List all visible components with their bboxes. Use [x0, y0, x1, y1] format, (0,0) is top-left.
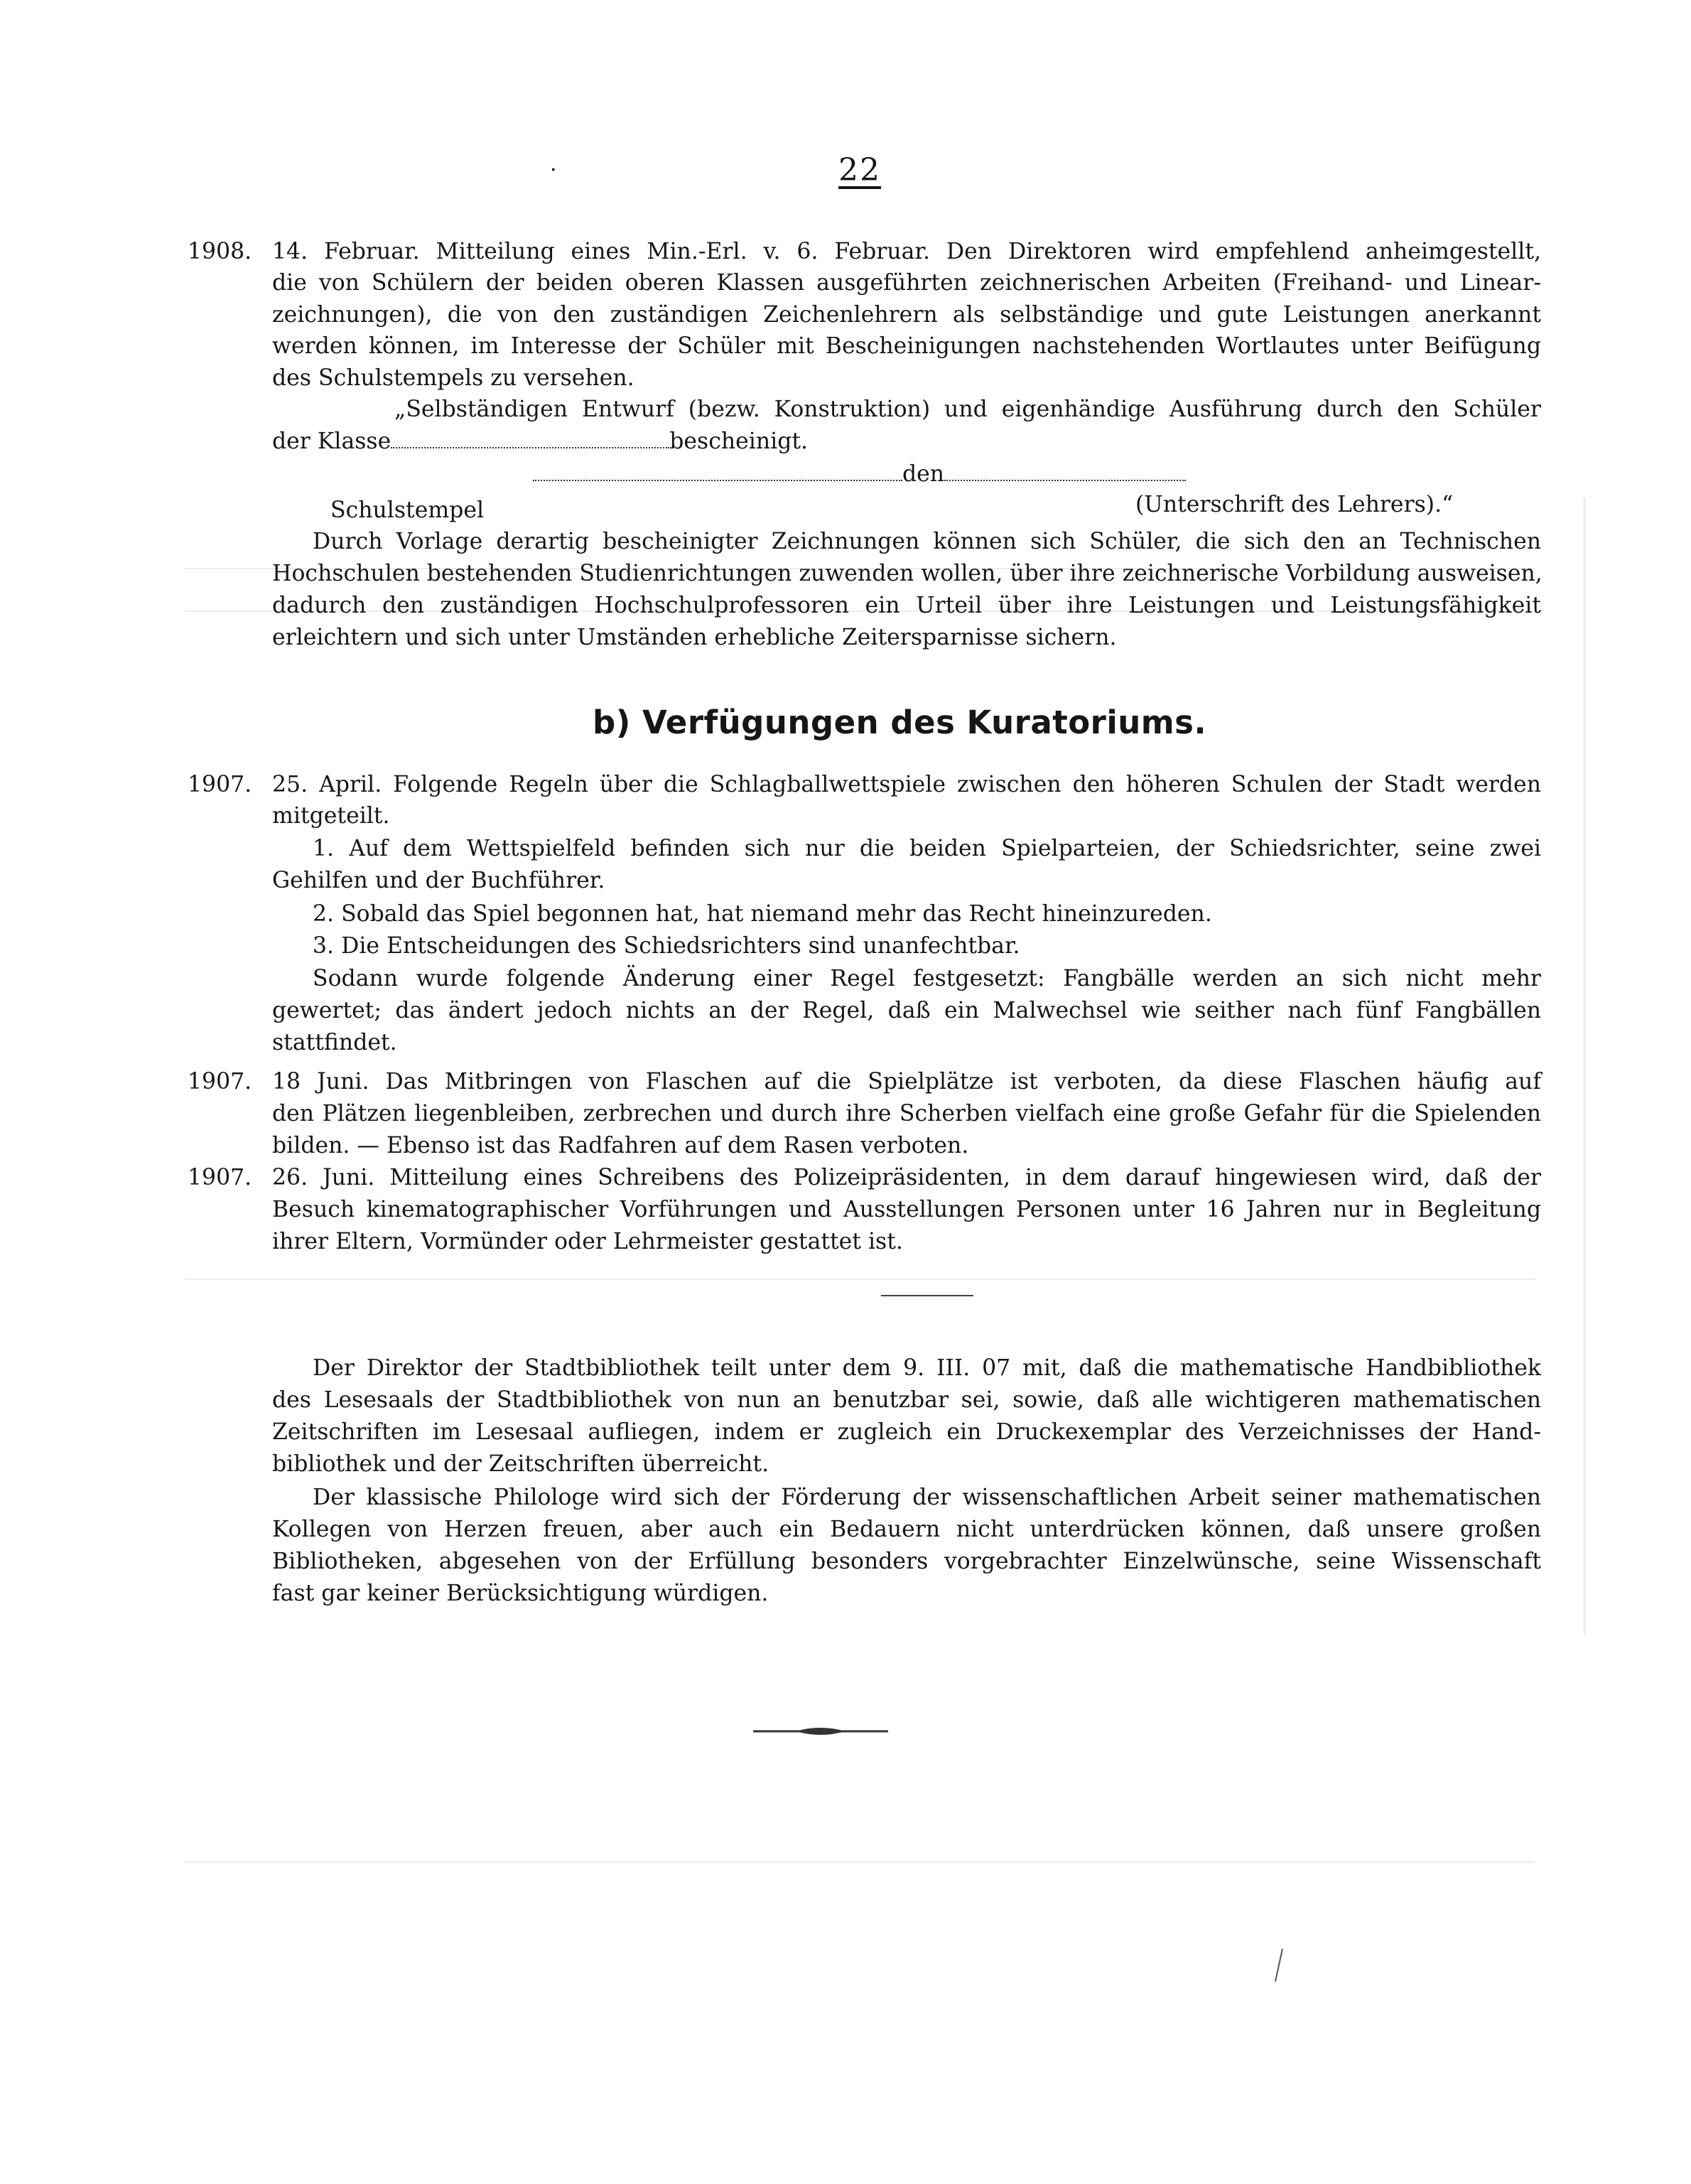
- form-blank: [533, 480, 902, 481]
- form-signature: (Unterschrift des Lehrers).“: [1135, 492, 1454, 517]
- entry-year: 1907.: [188, 1165, 252, 1190]
- form-line: „Selbständigen Entwurf (bezw. Konstruktion) und eigenhändige Ausführung durch den Schüler: [394, 397, 1541, 422]
- text-line: 25. April. Folgende Regeln über die Schlagballwettspiele zwischen den höheren Schulen der Stadt werden: [272, 772, 1541, 797]
- text-line: des Schulstempels zu versehen.: [272, 365, 634, 391]
- text-line: erleichtern und sich unter Umständen erhebliche Zeitersparnisse sichern.: [272, 625, 1117, 650]
- text-line: Zeitschriften im Lesesaal aufliegen, indem er zugleich ein Druckexemplar des Verzeichnisses der Hand-: [272, 1419, 1541, 1445]
- text-line: bilden. — Ebenso ist das Radfahren auf dem Rasen verboten.: [272, 1133, 969, 1158]
- text-line: Der klassische Philologe wird sich der Förderung der wissenschaftlichen Arbeit seiner mathematischen: [313, 1485, 1541, 1510]
- rule-line: 1. Auf dem Wettspielfeld befinden sich nur die beiden Spielparteien, der Schiedsrichter, seine zwei: [313, 836, 1541, 861]
- section-heading: b) Verfügungen des Kuratoriums.: [593, 704, 1207, 741]
- form-den: den: [902, 461, 945, 487]
- rule-line: 3. Die Entscheidungen des Schiedsrichters sind unanfechtbar.: [313, 933, 1020, 959]
- rule-line: Gehilfen und der Buchführer.: [272, 868, 605, 893]
- entry-year: 1908.: [188, 239, 252, 264]
- text-line: Kollegen von Herzen freuen, aber auch ein Bedauern nicht unterdrücken können, daß unsere großen: [272, 1517, 1541, 1542]
- text-line: bibliothek und der Zeitschriften überreicht.: [272, 1451, 769, 1477]
- text-line: fast gar keiner Berücksichtigung würdigen.: [272, 1581, 769, 1606]
- form-stamp: Schulstempel: [330, 497, 485, 523]
- rule-line: 2. Sobald das Spiel begonnen hat, hat niemand mehr das Recht hineinzureden.: [313, 901, 1212, 927]
- form-klasse-line: [272, 426, 808, 457]
- text-line: werden können, im Interesse der Schüler mit Bescheinigungen nachstehenden Wortlautes unter Beifügung: [272, 333, 1541, 359]
- page-number: 22: [838, 152, 881, 188]
- entry-year: 1907.: [188, 1069, 252, 1094]
- text-line: Bibliotheken, abgesehen von der Erfüllung besonders vorgebrachter Einzelwünsche, seine Wissenschaft: [272, 1549, 1541, 1574]
- text-line: stattfindet.: [272, 1030, 397, 1055]
- form-klasse-suffix: bescheinigt.: [669, 429, 809, 454]
- entry-year: 1907.: [188, 772, 252, 797]
- stray-mark: [1272, 1947, 1286, 1983]
- closing-ornament: [753, 1726, 888, 1737]
- form-date-line: [533, 458, 1186, 490]
- text-line: Sodann wurde folgende Änderung einer Regel festgesetzt: Fangbälle werden an sich nicht mehr: [313, 966, 1541, 991]
- text-line: mitgeteilt.: [272, 803, 390, 829]
- separator-rule: [881, 1295, 973, 1296]
- text-line: des Lesesaals der Stadtbibliothek von nun an benutzbar sei, sowie, daß alle wichtigeren mathematischen: [272, 1387, 1541, 1413]
- text-line: ihrer Eltern, Vormünder oder Lehrmeister gestattet ist.: [272, 1229, 903, 1254]
- text-line: 14. Februar. Mitteilung eines Min.-Erl. v. 6. Februar. Den Direktoren wird empfehlend anheimgestellt,: [272, 239, 1541, 264]
- form-blank: [391, 447, 669, 448]
- text-line: Hochschulen bestehenden Studienrichtungen zuwenden wollen, über ihre zeichnerische Vorbildung ausweisen,: [272, 561, 1543, 586]
- form-blank: [944, 480, 1186, 481]
- text-line: Durch Vorlage derartig bescheinigter Zeichnungen können sich Schüler, die sich den an Technischen: [313, 529, 1541, 554]
- text-line: Besuch kinematographischer Vorführungen und Ausstellungen Personen unter 16 Jahren nur in Begleitung: [272, 1197, 1541, 1222]
- text-line: 18 Juni. Das Mitbringen von Flaschen auf die Spielplätze ist verboten, da diese Flaschen häufig auf: [272, 1069, 1541, 1094]
- text-line: die von Schülern der beiden oberen Klassen ausgeführten zeichnerischen Arbeiten (Freihand- und Linear-: [272, 270, 1541, 296]
- text-line: den Plätzen liegenbleiben, zerbrechen und durch ihre Scherben vielfach eine große Gefahr für die Spielenden: [272, 1101, 1541, 1126]
- page-speck: ·: [550, 158, 557, 183]
- text-line: Der Direktor der Stadtbibliothek teilt unter dem 9. III. 07 mit, daß die mathematische Handbibliothek: [313, 1355, 1541, 1381]
- text-line: gewertet; das ändert jedoch nichts an der Regel, daß ein Malwechsel wie seither nach fünf Fangbällen: [272, 998, 1541, 1023]
- text-line: dadurch den zuständigen Hochschulprofessoren ein Urteil über ihre Leistungen und Leistungsfähigkeit: [272, 593, 1541, 618]
- text-line: 26. Juni. Mitteilung eines Schreibens des Polizeipräsidenten, in dem darauf hingewiesen wird, daß der: [272, 1165, 1541, 1190]
- form-klasse-prefix: der Klasse: [272, 429, 391, 454]
- text-line: zeichnungen), die von den zuständigen Zeichenlehrern als selbständige und gute Leistungen anerkannt: [272, 302, 1541, 328]
